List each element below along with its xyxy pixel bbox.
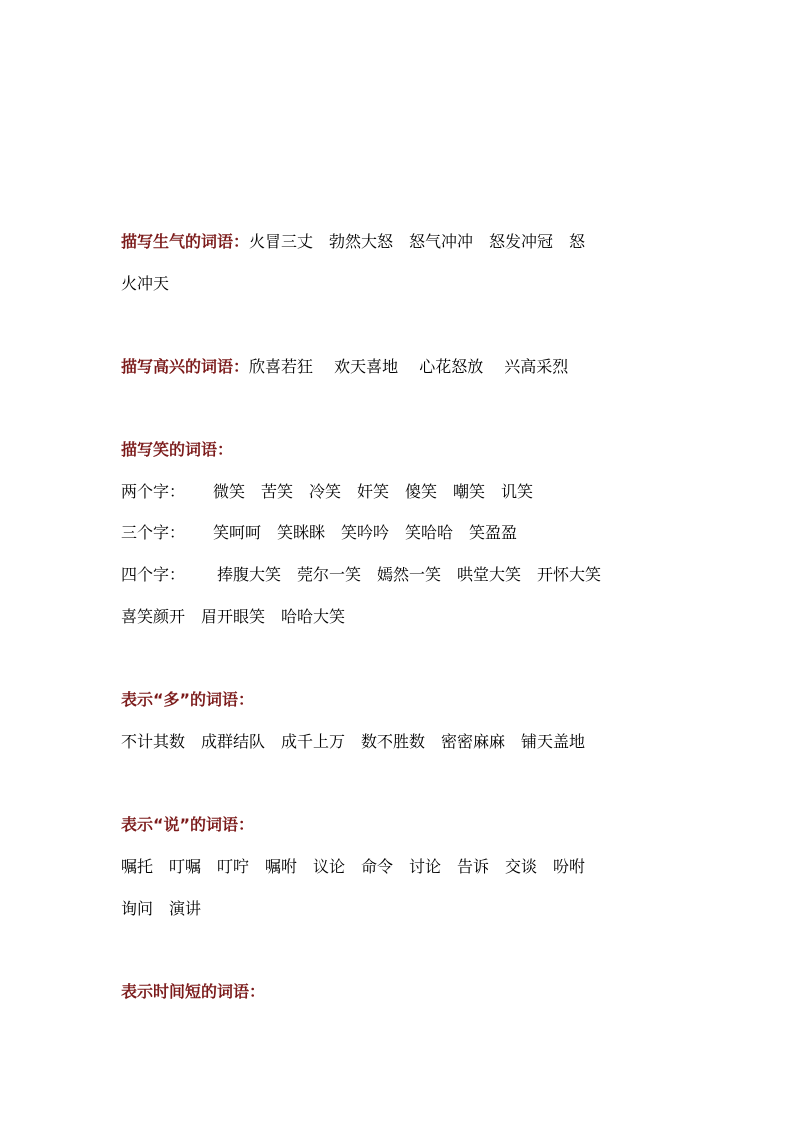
- laugh-three-line: [121, 523, 517, 543]
- anger-line-2: 火冲天: [121, 274, 170, 293]
- many-heading: 表示“多”的词语：: [121, 690, 255, 709]
- laugh-four-words: 捧腹大笑 莞尔一笑 嫣然一笑 哄堂大笑 开怀大笑: [217, 565, 602, 584]
- happy-heading: 描写高兴的词语：: [121, 357, 250, 376]
- many-words: 不计其数 成群结队 成千上万 数不胜数 密密麻麻 铺天盖地: [121, 732, 586, 751]
- laugh-two-label: 两个字：: [121, 482, 186, 501]
- laugh-three-label: 三个字：: [121, 523, 186, 542]
- say-words-line-2: 询问 演讲: [121, 899, 202, 918]
- laugh-two-words: 微笑 苦笑 冷笑 奸笑 傻笑 嘲笑 讥笑: [213, 482, 534, 501]
- happy-words: 欣喜若狂 欢天喜地 心花怒放 兴高采烈: [249, 357, 569, 376]
- laugh-two-line: [121, 482, 533, 502]
- anger-words: 火冒三丈 勃然大怒 怒气冲冲 怒发冲冠 怒: [249, 232, 586, 251]
- anger-line-1: [121, 232, 585, 252]
- happy-line: [121, 357, 568, 377]
- laugh-four-label: 四个字：: [121, 565, 186, 584]
- laugh-heading: 描写笑的词语：: [121, 440, 234, 459]
- laugh-three-words: 笑呵呵 笑眯眯 笑吟吟 笑哈哈 笑盈盈: [213, 523, 518, 542]
- say-heading: 表示“说”的词语：: [121, 815, 255, 834]
- shorttime-heading: 表示时间短的词语：: [121, 982, 266, 1001]
- laugh-four-cont: 喜笑颜开 眉开眼笑 哈哈大笑: [121, 607, 346, 626]
- laugh-four-line: [121, 565, 601, 585]
- anger-heading: 描写生气的词语：: [121, 232, 250, 251]
- say-words-line-1: 嘱托 叮嘱 叮咛 嘱咐 议论 命令 讨论 告诉 交谈 吩咐: [121, 857, 586, 876]
